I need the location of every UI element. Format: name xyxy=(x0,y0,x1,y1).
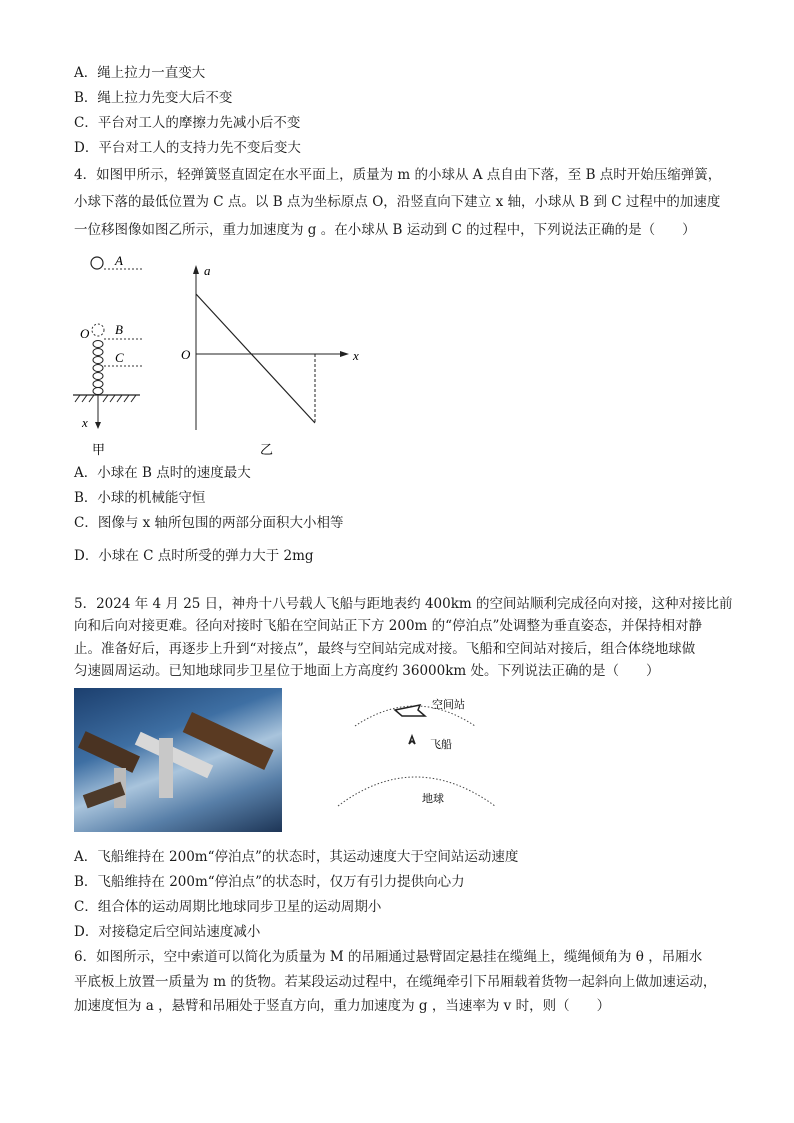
q5-option-b: B．飞船维持在 200m“停泊点”的状态时，仅万有引力提供向心力 xyxy=(74,874,465,890)
q5-stem-line: 止。准备好后，再逐步上升到“对接点”，最终与空间站完成对接。飞船和空间站对接后，组合体绕地球做 xyxy=(74,641,696,657)
label-b: B xyxy=(115,322,123,337)
axis-label-x: x xyxy=(353,348,359,363)
q4-stem-line: 小球下落的最低位置为 C 点。以 B 点为坐标原点 O，沿竖直向下建立 x 轴，小球从 B 到 C 过程中的加速度 xyxy=(74,194,721,210)
dashed-ball-icon xyxy=(92,324,104,336)
q4-stem-line: 4．如图甲所示，轻弹簧竖直固定在水平面上，质量为 m 的小球从 A 点自由下落，至 B 点时开始压缩弹簧， xyxy=(74,167,722,183)
q5-option-c: C．组合体的运动周期比地球同步卫星的运动周期小 xyxy=(74,899,382,915)
acceleration-line xyxy=(196,294,315,423)
figure-yi-graph xyxy=(181,263,359,458)
orbit-diagram xyxy=(320,688,520,818)
space-station-photo xyxy=(74,688,282,832)
spaceship-icon xyxy=(409,736,415,744)
q6-stem-line: 平底板上放置一质量为 m 的货物。若某段运动过程中，在缆绳牵引下吊厢载着货物一起斜向上做加速运动， xyxy=(74,974,717,990)
origin-label: O xyxy=(181,347,191,362)
q3-option-d: D．平台对工人的支持力先不变后变大 xyxy=(74,140,301,156)
label-earth: 地球 xyxy=(422,792,444,805)
label-o: O xyxy=(80,326,90,341)
q6-stem-line: 加速度恒为 a ，悬臂和吊厢处于竖直方向，重力加速度为 g ，当速率为 v 时，则（ ） xyxy=(74,998,611,1014)
space-station-icon xyxy=(395,705,425,716)
q5-option-d: D．对接稳定后空间站速度减小 xyxy=(74,924,261,940)
q5-stem-line: 匀速圆周运动。已知地球同步卫星位于地面上方高度约 36000km 处。下列说法正确的是（ ） xyxy=(74,663,660,679)
q5-option-a: A．飞船维持在 200m“停泊点”的状态时，其运动速度大于空间站运动速度 xyxy=(74,849,519,865)
q4-option-b: B．小球的机械能守恒 xyxy=(74,490,206,506)
q4-option-d: D．小球在 C 点时所受的弹力大于 2mg xyxy=(74,548,314,564)
figure-jia xyxy=(73,253,142,458)
q6-stem-line: 6．如图所示，空中索道可以简化为质量为 M 的吊厢通过悬臂固定悬挂在缆绳上，缆绳倾角为 θ ，吊厢水 xyxy=(74,949,703,965)
q3-option-b: B．绳上拉力先变大后不变 xyxy=(74,90,233,106)
label-station: 空间站 xyxy=(432,698,465,711)
caption-yi: 乙 xyxy=(260,443,274,458)
axis-label-a: a xyxy=(204,263,211,278)
q5-stem-line: 向和后向对接更难。径向对接时飞船在空间站正下方 200m 的“停泊点”处调整为垂直姿态，并保持相对静 xyxy=(74,618,702,634)
q3-option-a: A．绳上拉力一直变大 xyxy=(74,65,206,81)
spring-icon xyxy=(93,341,103,395)
q4-figure xyxy=(70,250,370,460)
q4-option-a: A．小球在 B 点时的速度最大 xyxy=(74,465,251,481)
q5-stem-line: 5．2024 年 4 月 25 日，神舟十八号载人飞船与距地表约 400km 的空间站顺利完成径向对接，这种对接比前 xyxy=(74,596,733,612)
q4-option-c: C．图像与 x 轴所包围的两部分面积大小相等 xyxy=(74,515,344,531)
label-ship: 飞船 xyxy=(430,738,452,751)
q4-stem-line: 一位移图像如图乙所示，重力加速度为 g 。在小球从 B 运动到 C 的过程中，下列说法正确的是（ ） xyxy=(74,222,696,238)
label-a: A xyxy=(115,253,123,268)
q3-option-c: C．平台对工人的摩擦力先减小后不变 xyxy=(74,115,301,131)
ball-icon xyxy=(91,257,103,269)
label-x: x xyxy=(82,415,88,430)
label-c: C xyxy=(115,350,124,365)
earth-surface xyxy=(338,777,495,806)
caption-jia: 甲 xyxy=(92,443,106,458)
